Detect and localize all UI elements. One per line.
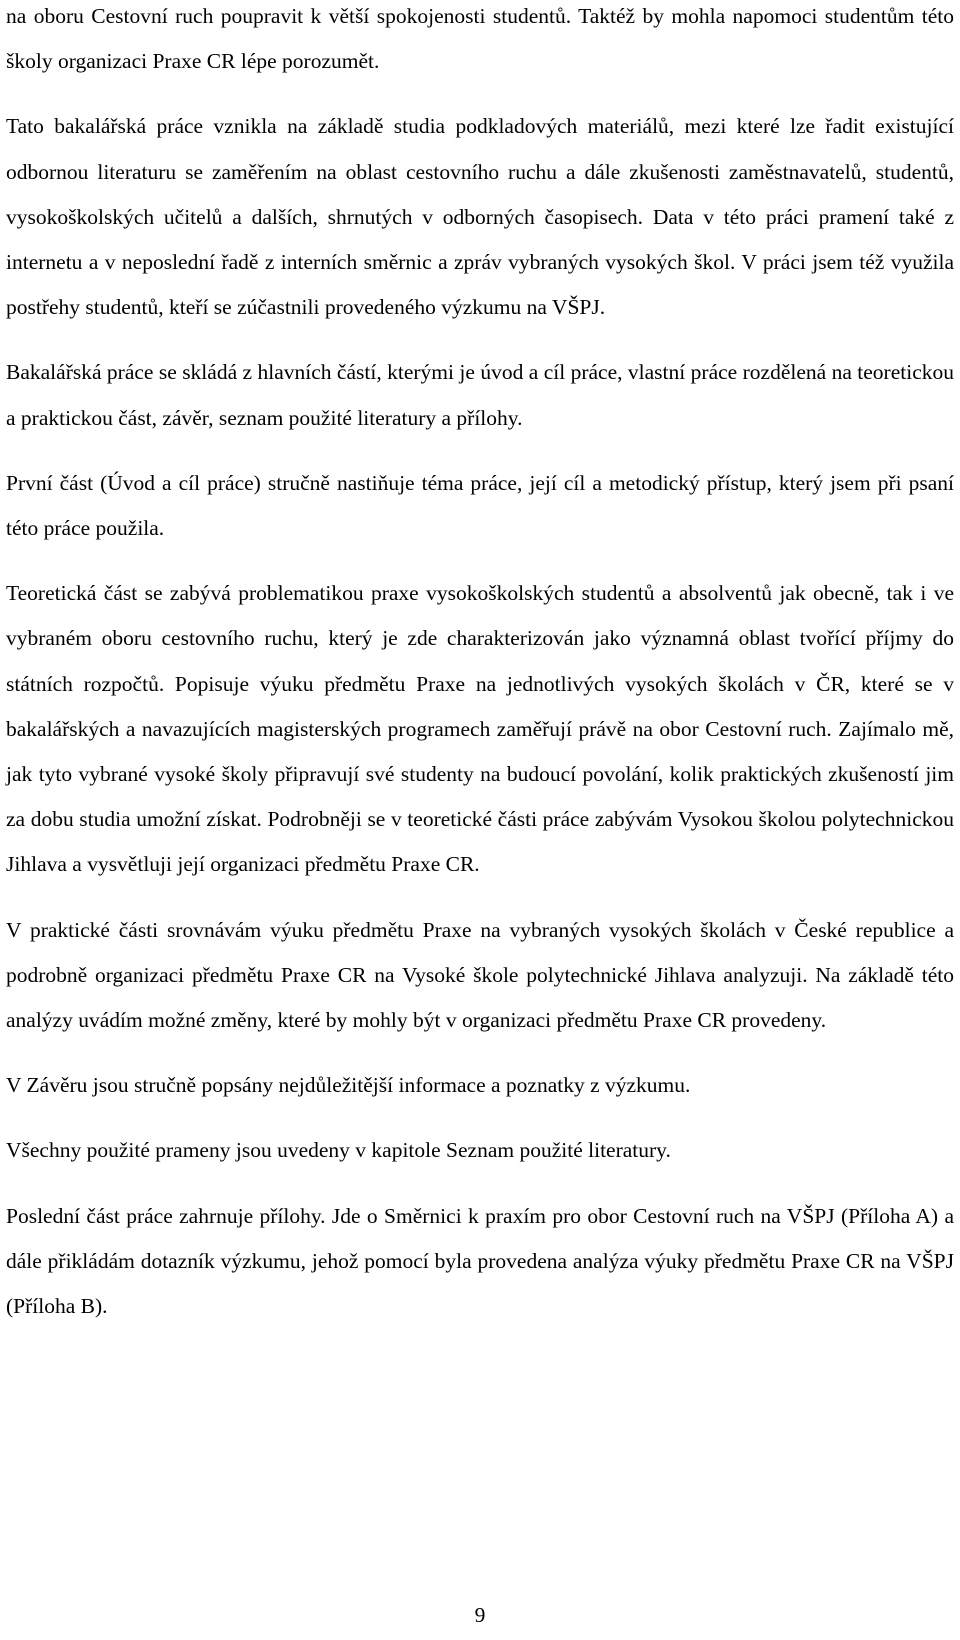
document-body — [6, 0, 954, 1349]
paragraph-theoretical-part: Teoretická část se zabývá problematikou praxe vysokoškolských studentů a absolventů jak obecně, tak i ve vybraném oboru cestovního ruchu, který je zde charakterizován jako významná oblast tvořící příjmy do státních rozpočtů. Popisuje výuku předmětu Praxe na jednotlivých vysokých školách v ČR, které se v bakalářských a navazujících magisterských programech zaměřují právě na obor Cestovní ruch. Zajímalo mě, jak tyto vybrané vysoké školy připravují své studenty na budoucí povolání, kolik praktických zkušeností jim za dobu studia umožní získat. Podrobněji se v teoretické části práce zabývám Vysokou školou polytechnickou Jihlava a vysvětluji její organizaci předmětu Praxe CR. — [6, 581, 954, 877]
paragraph-appendices: Poslední část práce zahrnuje přílohy. Jde o Směrnici k praxím pro obor Cestovní ruch na VŠPJ (Příloha A) a dále přikládám dotazník výzkumu, jehož pomocí byla provedena analýza výuky předmětu Praxe CR na VŠPJ (Příloha B). — [6, 1203, 954, 1319]
paragraph-practical-part: V praktické části srovnávám výuku předmětu Praxe na vybraných vysokých školách v České republice a podrobně organizaci předmětu Praxe CR na Vysoké škole polytechnické Jihlava analyzuji. Na základě této analýzy uvádím možné změny, které by mohly být v organizaci předmětu Praxe CR provedeny. — [6, 917, 954, 1033]
page-number: 9 — [474, 1603, 486, 1627]
paragraph-intro-continuation: na oboru Cestovní ruch poupravit k větší spokojenosti studentů. Taktéž by mohla napomoci studentům této školy organizaci Praxe CR lépe porozumět. — [6, 4, 954, 74]
paragraph-structure: Bakalářská práce se skládá z hlavních částí, kterými je úvod a cíl práce, vlastní práce rozdělená na teoretickou a praktickou část, závěr, seznam použité literatury a přílohy. — [6, 360, 954, 430]
paragraph-conclusion: V Závěru jsou stručně popsány nejdůležitější informace a poznatky z výzkumu. — [6, 1073, 691, 1098]
paragraph-first-part: První část (Úvod a cíl práce) stručně nastiňuje téma práce, její cíl a metodický přístup, který jsem při psaní této práce použila. — [6, 470, 954, 541]
paragraph-references: Všechny použité prameny jsou uvedeny v kapitole Seznam použité literatury. — [6, 1138, 671, 1163]
paragraph-sources: Tato bakalářská práce vznikla na základě studia podkladových materiálů, mezi které lze řadit existující odbornou literaturu se zaměřením na oblast cestovního ruchu a dále zkušenosti zaměstnavatelů, studentů, vysokoškolských učitelů a dalších, shrnutých v odborných časopisech. Data v této práci pramení také z internetu a v neposlední řadě z interních směrnic a zpráv vybraných vysokých škol. V práci jsem též využila postřehy studentů, kteří se zúčastnili provedeného výzkumu na VŠPJ. — [6, 114, 954, 320]
